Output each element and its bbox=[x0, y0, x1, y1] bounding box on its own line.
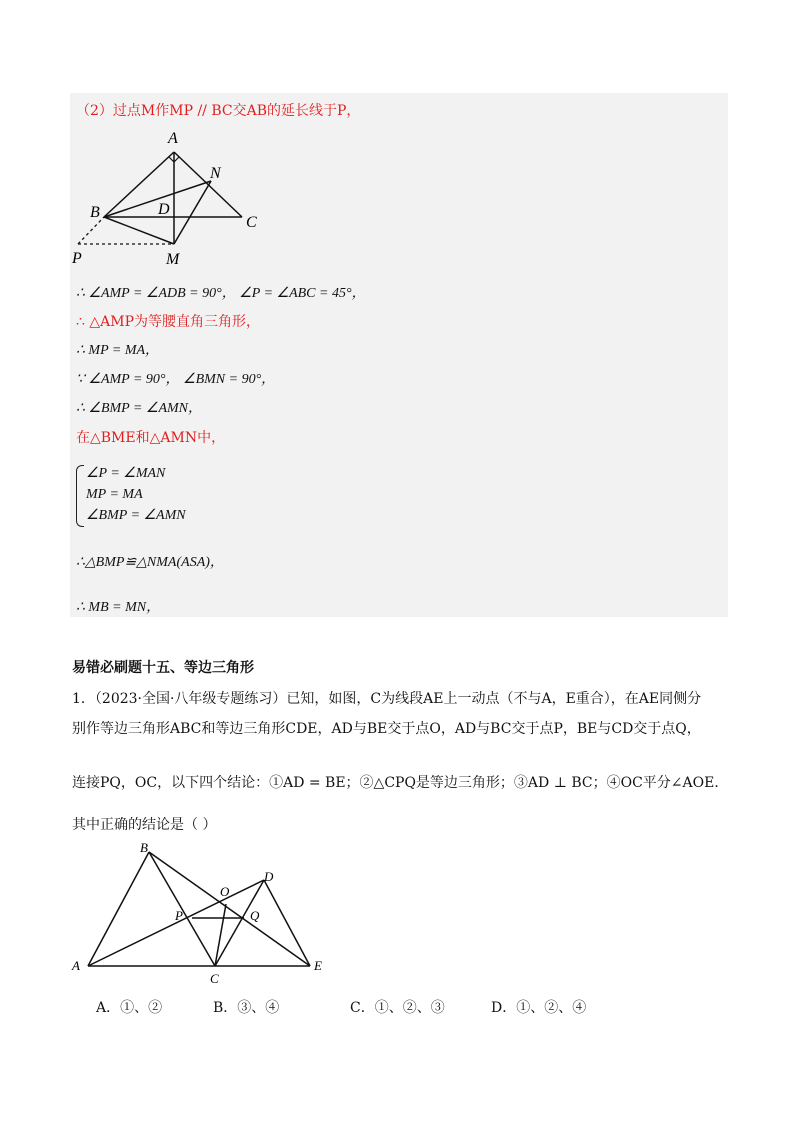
option-c[interactable]: C．①、②、③ bbox=[350, 1000, 445, 1016]
left-brace bbox=[76, 465, 84, 527]
question-line-4: 其中正确的结论是（ ） bbox=[72, 817, 217, 833]
fig1-label-A: A bbox=[168, 130, 178, 147]
fig1-dashed-PB bbox=[78, 217, 104, 244]
part2-intro: （2）过点M作MP // BC交AB的延长线于P， bbox=[76, 103, 361, 119]
fig1-segment-AC bbox=[174, 152, 242, 217]
fig2-label-B: B bbox=[140, 840, 148, 855]
figure-2-diagram bbox=[70, 838, 340, 988]
fig1-label-P: P bbox=[72, 250, 82, 267]
fig2-label-C: C bbox=[210, 971, 219, 986]
fig2-label-O: O bbox=[220, 884, 230, 899]
fig2-label-A: A bbox=[72, 958, 80, 973]
fig1-label-M: M bbox=[166, 251, 180, 268]
solution-line-4: ∵ ∠AMP = 90°， ∠BMN = 90°， bbox=[76, 372, 276, 387]
solution-line-5: ∴ ∠BMP = ∠AMN， bbox=[76, 401, 203, 416]
question-line-3: 连接PQ，OC，以下四个结论：①AD = BE；②△CPQ是等边三角形；③AD ⊥ BC；④OC平分∠AOE． bbox=[72, 775, 729, 791]
fig2-segment-AD bbox=[88, 880, 264, 966]
fig1-label-C: C bbox=[246, 214, 257, 231]
figure-1-diagram bbox=[70, 125, 270, 270]
question-line-1: 1．（2023·全国·八年级专题练习）已知，如图，C为线段AE上一动点（不与A，E重合），在AE同侧分 bbox=[72, 691, 702, 707]
fig2-label-Q: Q bbox=[250, 908, 260, 923]
solution-line-3: ∴ MP = MA， bbox=[76, 343, 160, 358]
fig1-segment-MN bbox=[174, 181, 211, 244]
solution-line-2: ∴ △AMP为等腰直角三角形， bbox=[76, 314, 260, 330]
option-d[interactable]: D．①、②、④ bbox=[491, 1000, 587, 1016]
fig2-segment-DE bbox=[264, 880, 310, 966]
fig2-label-P: P bbox=[175, 908, 183, 923]
fig1-label-N: N bbox=[210, 165, 221, 182]
equation-system bbox=[76, 463, 186, 526]
system-row-3: ∠BMP = ∠AMN bbox=[86, 508, 186, 523]
solution-line-1: ∴ ∠AMP = ∠ADB = 90°， ∠P = ∠ABC = 45°， bbox=[76, 286, 366, 301]
fig1-segment-BM bbox=[104, 217, 174, 244]
section-title: 易错必刷题十五、等边三角形 bbox=[72, 660, 254, 676]
system-row-2: MP = MA bbox=[86, 487, 143, 502]
fig1-label-B: B bbox=[90, 204, 100, 221]
fig2-segment-AB bbox=[88, 852, 149, 966]
congruence-line: ∴△BMP≌△NMA(ASA)， bbox=[76, 555, 224, 570]
conclusion-line: ∴ MB = MN， bbox=[76, 600, 161, 615]
question-line-2: 别作等边三角形ABC和等边三角形CDE，AD与BE交于点O，AD与BC交于点P，BE与CD交于点Q， bbox=[72, 721, 701, 737]
option-a[interactable]: A．①、② bbox=[96, 1000, 163, 1016]
fig2-label-E: E bbox=[314, 958, 322, 973]
solution-line-6: 在△BME和△AMN中， bbox=[76, 430, 226, 446]
fig2-label-D: D bbox=[264, 869, 274, 884]
fig1-label-D: D bbox=[158, 201, 170, 218]
system-row-1: ∠P = ∠MAN bbox=[86, 466, 166, 481]
option-b[interactable]: B．③、④ bbox=[213, 1000, 280, 1016]
fig2-segment-BE bbox=[149, 852, 310, 966]
